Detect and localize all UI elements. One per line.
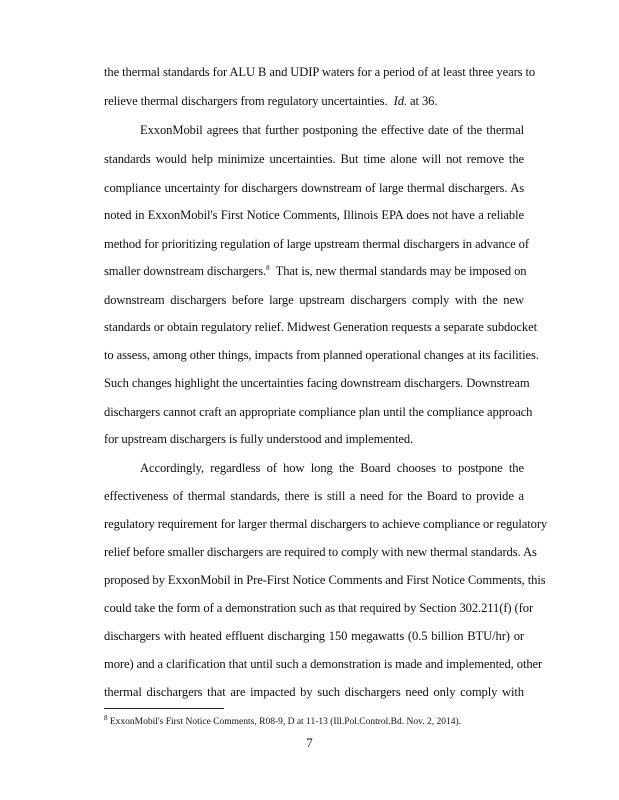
body-line: noted in ExxonMobil's First Notice Comments, Illinois EPA does not have a reliable <box>104 208 524 222</box>
page-number: 7 <box>306 735 313 750</box>
body-line: regulatory requirement for larger thermal dischargers to achieve compliance or regulatory <box>104 517 548 531</box>
body-line <box>104 93 524 109</box>
body-line: ExxonMobil agrees that further postponing the effective date of the thermal <box>140 123 524 137</box>
body-line: for upstream dischargers is fully understood and implemented. <box>104 432 414 446</box>
body-line: dischargers with heated effluent discharging 150 megawatts (0.5 billion BTU/hr) or <box>104 629 524 643</box>
body-line: compliance uncertainty for dischargers downstream of large thermal dischargers. As <box>104 181 524 195</box>
body-text: That is, new thermal standards may be imposed on <box>275 264 527 278</box>
body-line: Such changes highlight the uncertainties facing downstream dischargers. Downstream <box>104 376 530 390</box>
body-text: at 36. <box>410 94 438 108</box>
footnote-ref: 8 <box>266 263 270 272</box>
body-line <box>104 263 527 279</box>
footnote-marker: 8 <box>104 713 108 722</box>
body-line: standards or obtain regulatory relief. Midwest Generation requests a separate subdocket <box>104 320 537 334</box>
body-line: thermal dischargers that are impacted by such dischargers need only comply with <box>104 685 524 699</box>
body-text: smaller downstream dischargers. <box>104 264 267 278</box>
body-line: the thermal standards for ALU B and UDIP waters for a period of at least three years to <box>104 65 536 79</box>
body-line: Accordingly, regardless of how long the Board chooses to postpone the <box>140 461 524 475</box>
body-line: relief before smaller dischargers are required to comply with new thermal standards. As <box>104 545 537 559</box>
body-line: standards would help minimize uncertainties. But time alone will not remove the <box>104 152 524 166</box>
body-line: could take the form of a demonstration such as that required by Section 302.211(f) (for <box>104 601 534 615</box>
footnote <box>104 713 462 728</box>
footnote-text: ExxonMobil's First Notice Comments, R08-9, D at 11-13 (Ill.Pol.Control.Bd. Nov. 2, 2014). <box>109 717 462 727</box>
footnote-divider <box>104 708 224 709</box>
body-text: relieve thermal dischargers from regulatory uncertainties. <box>104 94 388 108</box>
citation-id: Id. <box>393 94 407 108</box>
body-line: to assess, among other things, impacts from planned operational changes at its facilities. <box>104 348 539 362</box>
body-line: more) and a clarification that until such a demonstration is made and implemented, other <box>104 657 543 671</box>
body-line: method for prioritizing regulation of large upstream thermal dischargers in advance of <box>104 237 529 251</box>
body-line: dischargers cannot craft an appropriate compliance plan until the compliance approach <box>104 405 533 419</box>
body-line: proposed by ExxonMobil in Pre-First Notice Comments and First Notice Comments, this <box>104 573 546 587</box>
body-line: effectiveness of thermal standards, there is still a need for the Board to provide a <box>104 489 524 503</box>
body-line: downstream dischargers before large upstream dischargers comply with the new <box>104 293 524 307</box>
